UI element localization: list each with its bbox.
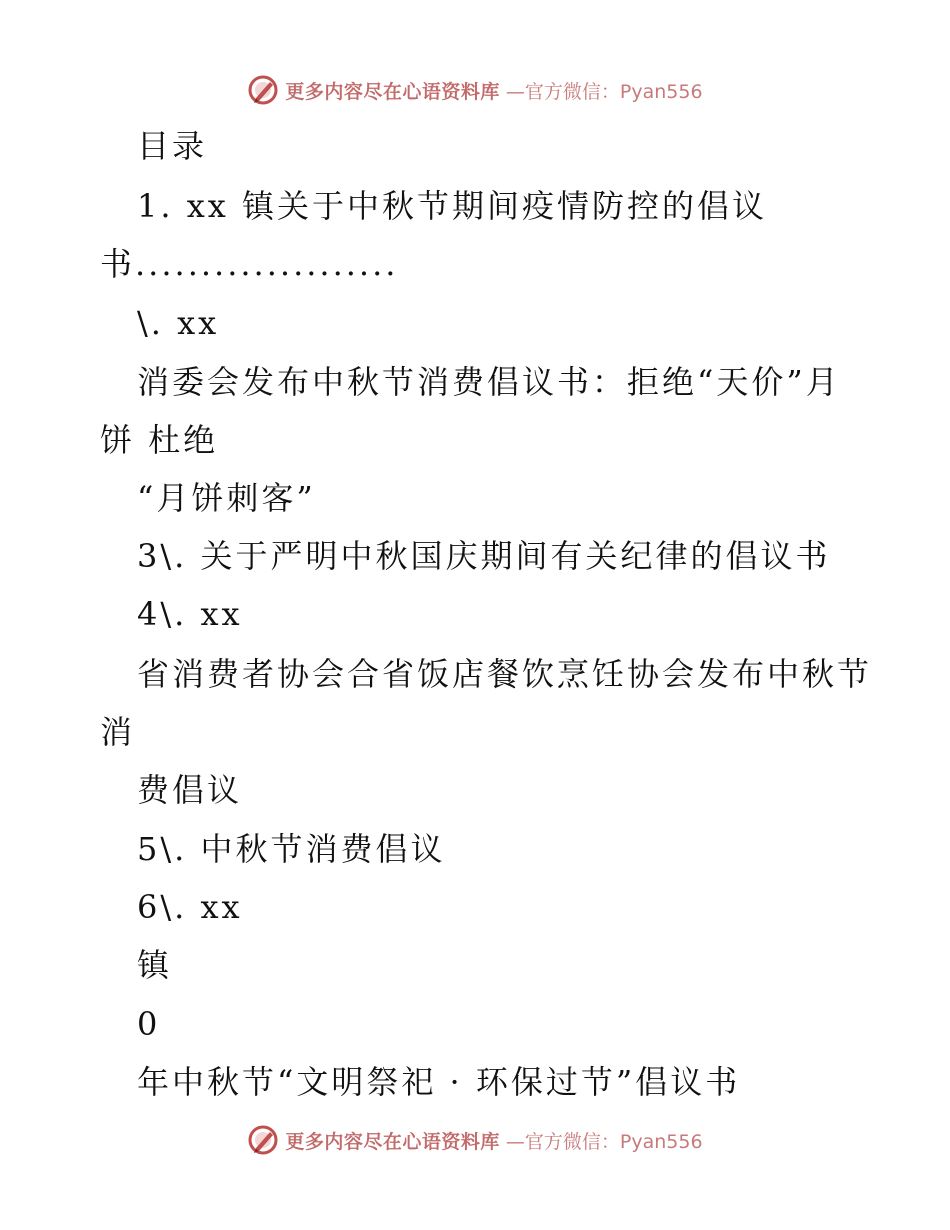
pen-seal-icon xyxy=(247,1124,279,1156)
toc-entry-4-continued-2: 费倡议 xyxy=(137,771,243,809)
toc-entry-2-number: \. xx xyxy=(137,304,220,342)
toc-entry-6-number: 6\. xx xyxy=(137,888,243,926)
toc-entry-3: 3\. 关于严明中秋国庆期间有关纪律的倡议书 xyxy=(137,537,831,575)
toc-entry-6: 镇 xyxy=(137,946,173,984)
watermark-text: 更多内容尽在心语资料库 xyxy=(285,80,500,103)
toc-entry-2-continued: 饼 杜绝 xyxy=(100,421,219,459)
toc-entry-4-number: 4\. xx xyxy=(137,595,243,633)
toc-entry-1: 1. xx 镇关于中秋节期间疫情防控的倡议 xyxy=(137,187,767,225)
toc-entry-1-continued: 书.................... xyxy=(100,245,399,283)
toc-entry-6-continued: 0 xyxy=(137,1005,161,1043)
toc-entry-5: 5\. 中秋节消费倡议 xyxy=(137,830,446,868)
toc-entry-2: 消委会发布中秋节消费倡议书：拒绝“天价”月 xyxy=(137,363,841,401)
watermark-suffix: —官方微信：Pyan556 xyxy=(505,80,703,103)
toc-entry-2-continued-2: “月饼刺客” xyxy=(137,479,316,517)
toc-entry-4: 省消费者协会合省饭店餐饮烹饪协会发布中秋节 xyxy=(137,655,873,693)
footer-watermark xyxy=(0,1120,950,1160)
toc-entry-4-continued: 消 xyxy=(100,713,136,751)
toc-entry-6-continued-2: 年中秋节“文明祭祀 · 环保过节”倡议书 xyxy=(137,1063,741,1101)
watermark-suffix: —官方微信：Pyan556 xyxy=(505,1130,703,1153)
watermark-text: 更多内容尽在心语资料库 xyxy=(285,1130,500,1153)
toc-title: 目录 xyxy=(137,127,208,165)
